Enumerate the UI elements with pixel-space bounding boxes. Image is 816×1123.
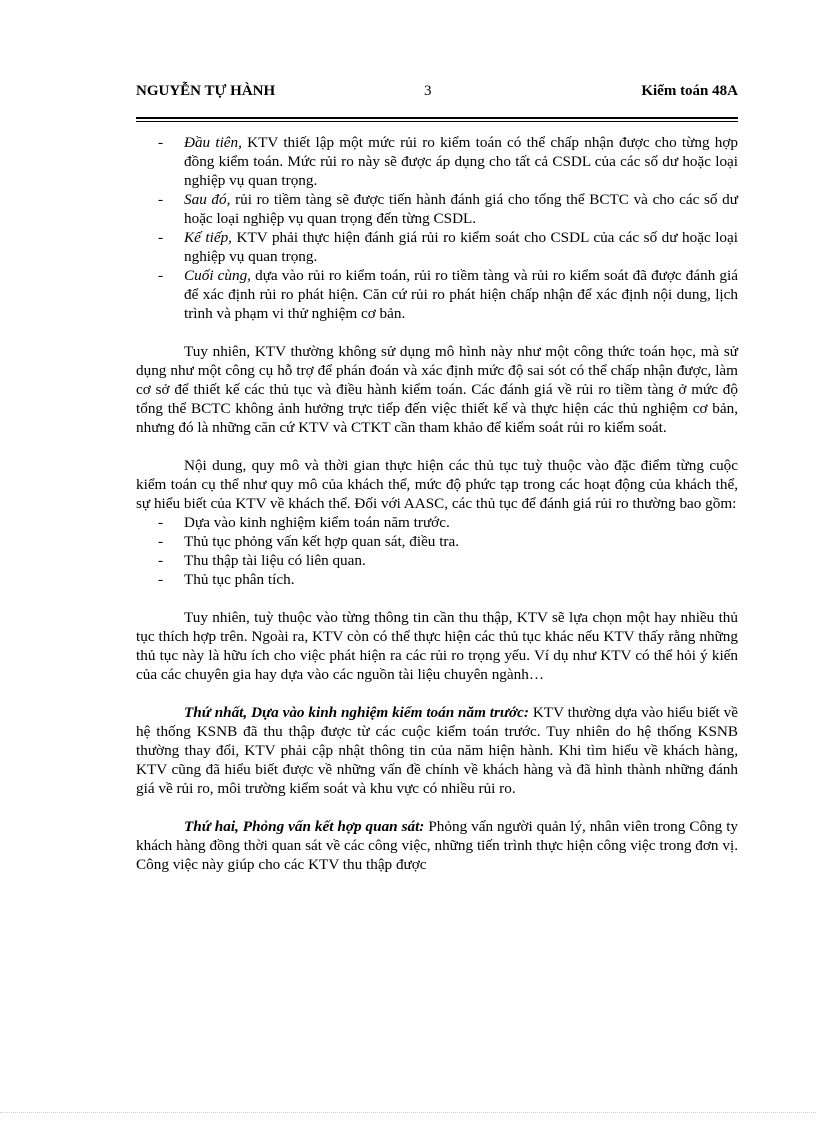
paragraph-procedure-selection: Tuy nhiên, tuỳ thuộc vào từng thông tin cần thu thập, KTV sẽ lựa chọn một hay nhiều thủ tục thích hợp trên. Ngoài ra, KTV còn có thể thực hiện các thủ tục khác nếu KTV thấy rằng những thủ tục này là hữu ích cho việc phát hiện ra các rủi ro trọng yếu. Ví dụ như KTV có thể hỏi ý kiến của các chuyên gia hay dựa vào các nguồn tài liệu chuyên ngành…	[136, 609, 738, 683]
paragraph-lead: Thứ nhất, Dựa vào kinh nghiệm kiểm toán năm trước:	[184, 704, 529, 721]
list-item	[136, 133, 738, 190]
procedures-list	[136, 513, 738, 589]
step-text: dựa vào rủi ro kiểm toán, rủi ro tiềm tàng và rủi ro kiểm soát đã được đánh giá để xác định rủi ro phát hiện. Căn cứ rủi ro phát hiện chấp nhận để xác định nội dung, lịch trình và phạm vi thử nghiệm cơ bản.	[184, 267, 738, 322]
step-lead: Đầu tiên,	[184, 134, 242, 151]
step-lead: Kế tiếp,	[184, 229, 232, 246]
paragraph-prior-year-experience	[136, 703, 738, 798]
list-item: - Thu thập tài liệu có liên quan.	[136, 551, 738, 570]
list-item	[136, 190, 738, 228]
paragraph-procedures-intro: Nội dung, quy mô và thời gian thực hiện các thủ tục tuỳ thuộc vào đặc điểm từng cuộc kiểm toán cụ thể như quy mô của khách thể, mức độ phức tạp trong các hoạt động của khách thể, sự hiểu biết của KTV về khách thể. Đối với AASC, các thủ tục để đánh giá rủi ro thường bao gồm:	[136, 457, 738, 512]
header-rule-thin	[136, 121, 738, 122]
page-body	[136, 133, 738, 874]
list-item: - Thủ tục phân tích.	[136, 570, 738, 589]
page-bottom-border	[0, 1112, 816, 1114]
list-item	[136, 228, 738, 266]
header-course: Kiểm toán 48A	[641, 83, 738, 99]
header-author: NGUYỄN TỰ HÀNH	[136, 83, 276, 99]
step-text: rủi ro tiềm tàng sẽ được tiến hành đánh giá cho tổng thể BCTC và cho các số dư hoặc loại nghiệp vụ quan trọng đến từng CSDL.	[184, 191, 738, 227]
step-lead: Sau đó,	[184, 191, 231, 208]
steps-list	[136, 133, 738, 323]
paragraph-model-usage: Tuy nhiên, KTV thường không sử dụng mô hình này như một công thức toán học, mà sử dụng như một công cụ hỗ trợ để phán đoán và xác định mức độ sai sót có thể chấp nhận được, làm cơ sở để thiết kế các thủ tục và điều hành kiểm toán. Các đánh giá về rủi ro tiềm tàng ở mức độ tổng thể BCTC không ảnh hưởng trực tiếp đến việc thiết kế và thực hiện các thủ nghiệm cơ bản, nhưng đó là những căn cứ KTV và CTKT cần tham khảo để kiểm soát rủi ro kiểm soát.	[136, 343, 738, 436]
page-header	[136, 82, 738, 104]
list-item: - Dựa vào kinh nghiệm kiểm toán năm trước.	[136, 513, 738, 532]
paragraph-lead: Thứ hai, Phỏng vấn kết hợp quan sát:	[184, 818, 425, 835]
list-item: - Thủ tục phỏng vấn kết hợp quan sát, điều tra.	[136, 532, 738, 551]
paragraph-text: KTV thường dựa vào hiểu biết về hệ thống KSNB đã thu thập được từ các cuộc kiểm toán trước. Tuy nhiên do hệ thống KSNB thường thay đổi, KTV phải cập nhật thông tin của năm hiện hành. Khi tìm hiểu về khách hàng, KTV cũng đã hiểu biết được về những vấn đề chính về khách hàng và đã hình thành những đánh giá về rủi ro, môi trường kiểm soát và khu vực có nhiều rủi ro.	[136, 704, 738, 797]
paragraph-interview-observation	[136, 817, 738, 874]
step-text: KTV thiết lập một mức rủi ro kiểm toán có thể chấp nhận được cho từng hợp đồng kiểm toán. Mức rủi ro này sẽ được áp dụng cho tất cả CSDL của các số dư hoặc loại nghiệp vụ quan trọng.	[184, 134, 738, 189]
header-page-number: 3	[424, 83, 432, 99]
list-item	[136, 266, 738, 323]
header-rule-thick	[136, 117, 738, 119]
step-text: KTV phải thực hiện đánh giá rủi ro kiểm soát cho CSDL của các số dư hoặc loại nghiệp vụ quan trọng.	[184, 229, 738, 265]
step-lead: Cuối cùng,	[184, 267, 251, 284]
paragraph-text: Phỏng vấn người quản lý, nhân viên trong Công ty khách hàng đồng thời quan sát về các công việc, những tiến trình thực hiện công việc trong đơn vị. Công việc này giúp cho các KTV thu thập được	[136, 818, 739, 873]
